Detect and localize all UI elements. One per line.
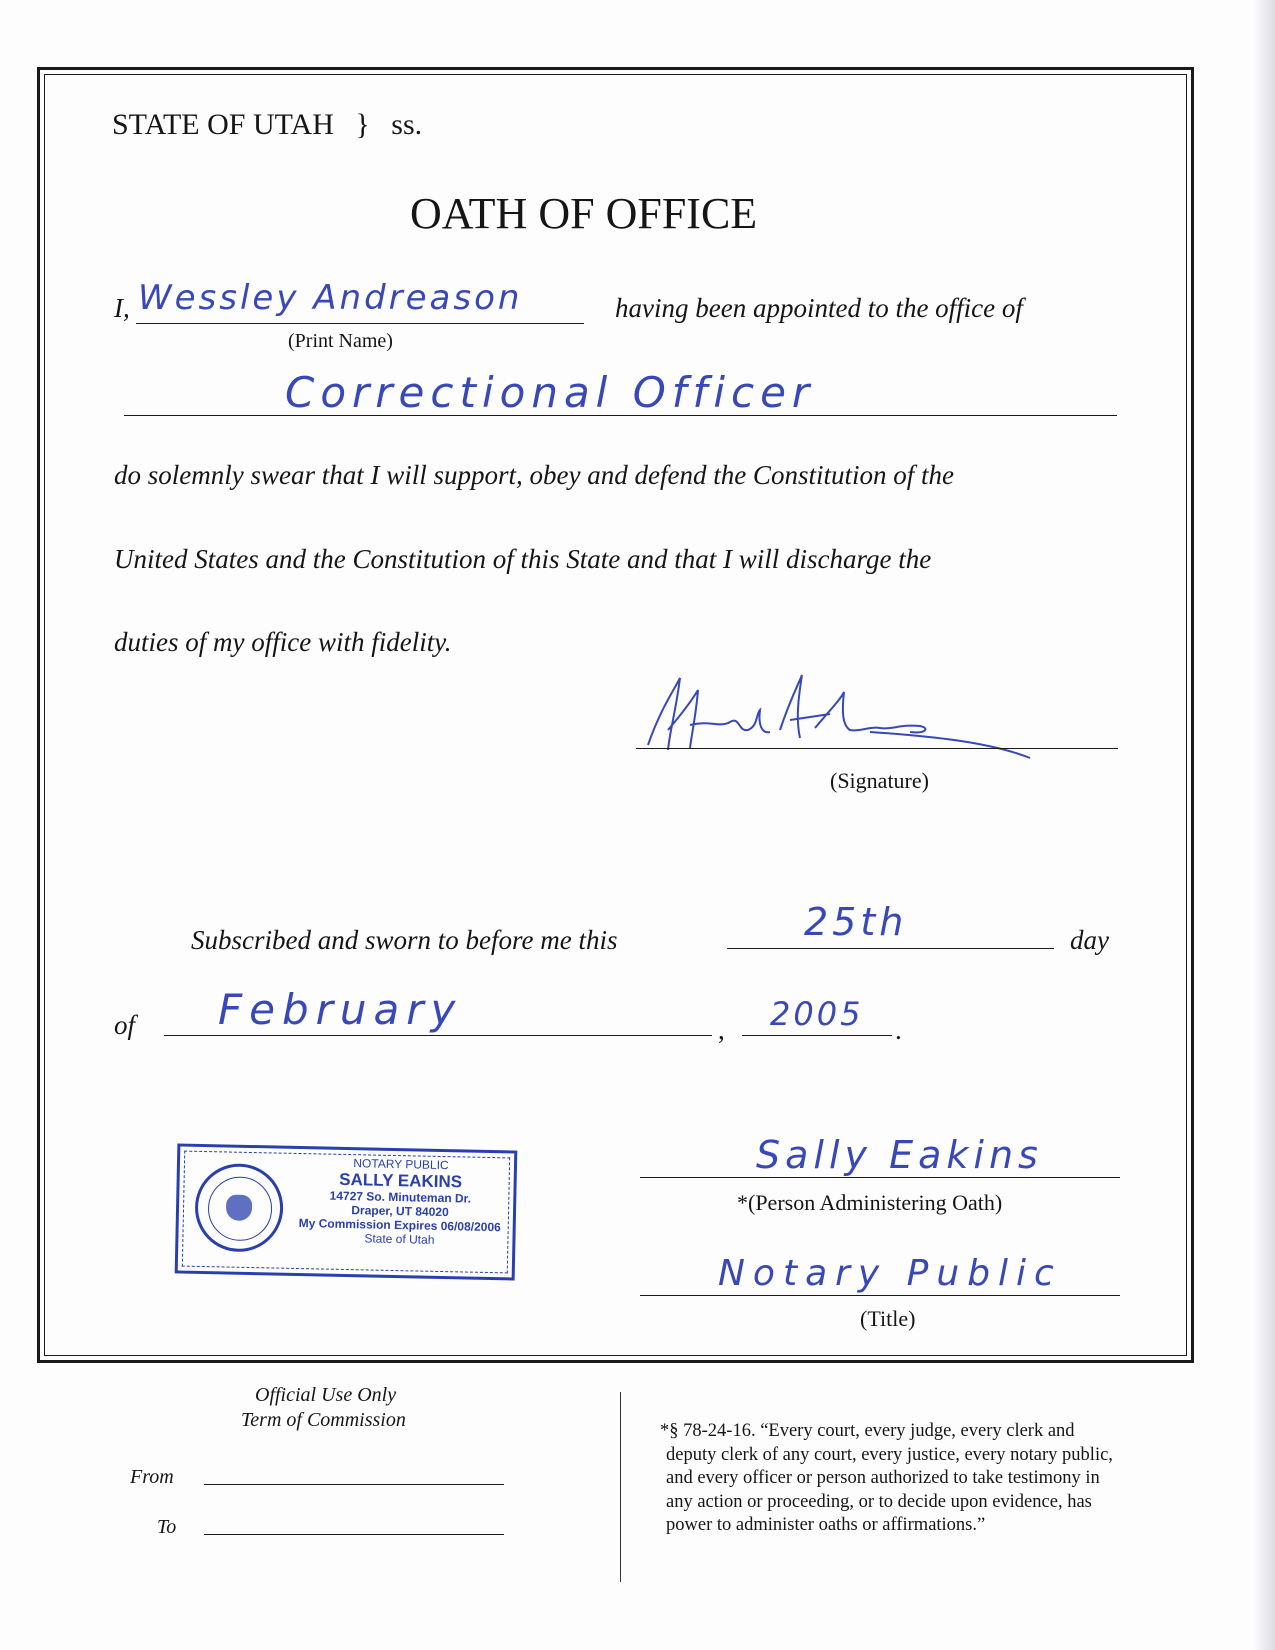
stamp-line-2: SALLY EAKINS <box>339 1169 463 1192</box>
of-word: of <box>114 1010 136 1040</box>
ss-label: ss. <box>391 108 423 141</box>
print-name-caption: (Print Name) <box>288 330 393 352</box>
stamp-text <box>290 1155 510 1249</box>
notary-stamp <box>175 1143 518 1280</box>
state-line <box>112 108 422 142</box>
month-handwritten[interactable]: February <box>218 985 463 1034</box>
oath-body-line-2: United States and the Constitution of this State and that I will discharge the <box>114 544 932 574</box>
comma-glyph: , <box>718 1015 725 1045</box>
title-caption: (Title) <box>860 1306 916 1331</box>
period-glyph: . <box>895 1015 902 1045</box>
title-line <box>640 1295 1120 1296</box>
print-name-line <box>136 323 584 324</box>
oath-body-line-1: do solemnly swear that I will support, obey and defend the Constitution of the <box>114 460 954 490</box>
brace-glyph: } <box>355 108 370 141</box>
stamp-line-3: 14727 So. Minuteman Dr. <box>329 1188 472 1206</box>
oath-signature <box>630 670 1050 770</box>
administrator-line <box>640 1177 1120 1178</box>
stamp-line-4: Draper, UT 84020 <box>351 1203 449 1220</box>
administrator-caption: *(Person Administering Oath) <box>737 1190 1003 1215</box>
office-handwritten[interactable]: Correctional Officer <box>285 368 816 417</box>
signature-caption: (Signature) <box>830 768 929 793</box>
state-name: STATE OF UTAH <box>112 108 334 141</box>
day-word: day <box>1070 925 1109 955</box>
title-handwritten[interactable]: Notary Public <box>718 1253 1062 1294</box>
printed-name-handwritten[interactable]: Wessley Andreason <box>138 278 523 318</box>
office-line <box>124 415 1117 416</box>
document-title: OATH OF OFFICE <box>410 189 758 238</box>
footnote-line-5: power to administer oaths or affirmations.” <box>666 1515 986 1535</box>
footnote-line-3: and every officer or person authorized to take testimony in <box>666 1468 1100 1488</box>
footnote-line-4: any action or proceeding, or to decide upon evidence, has <box>666 1491 1092 1512</box>
term-of-commission-heading: Term of Commission <box>241 1409 406 1431</box>
stamp-line-5: My Commission Expires 06/08/2006 <box>298 1216 501 1235</box>
to-label: To <box>157 1516 177 1538</box>
day-handwritten[interactable]: 25th <box>804 900 908 944</box>
stamp-line-6: State of Utah <box>364 1231 435 1247</box>
official-use-heading: Official Use Only <box>255 1384 397 1406</box>
stamp-line-1: NOTARY PUBLIC <box>353 1156 449 1173</box>
from-label: From <box>130 1466 174 1488</box>
year-handwritten[interactable]: 2005 <box>770 995 864 1033</box>
footer-divider <box>620 1392 621 1582</box>
page-edge-shadow <box>1253 0 1275 1650</box>
oath-body-line-3: duties of my office with fidelity. <box>114 627 452 657</box>
footnote-line-1: *§ 78-24-16. “Every court, every judge, every clerk and <box>660 1421 1075 1441</box>
appointed-text: having been appointed to the office of <box>615 293 1023 323</box>
from-field[interactable] <box>204 1484 504 1485</box>
footnote-line-2: deputy clerk of any court, every justice, every notary public, <box>666 1444 1113 1465</box>
to-field[interactable] <box>204 1534 504 1535</box>
i-prefix: I, <box>114 293 130 323</box>
footnote <box>660 1420 1113 1538</box>
administrator-signature: Sally Eakins <box>756 1133 1043 1177</box>
sworn-text: Subscribed and sworn to before me this <box>191 925 618 955</box>
day-line <box>727 948 1054 949</box>
month-line <box>164 1035 712 1036</box>
signature-line <box>636 748 1118 749</box>
year-line <box>742 1035 892 1036</box>
